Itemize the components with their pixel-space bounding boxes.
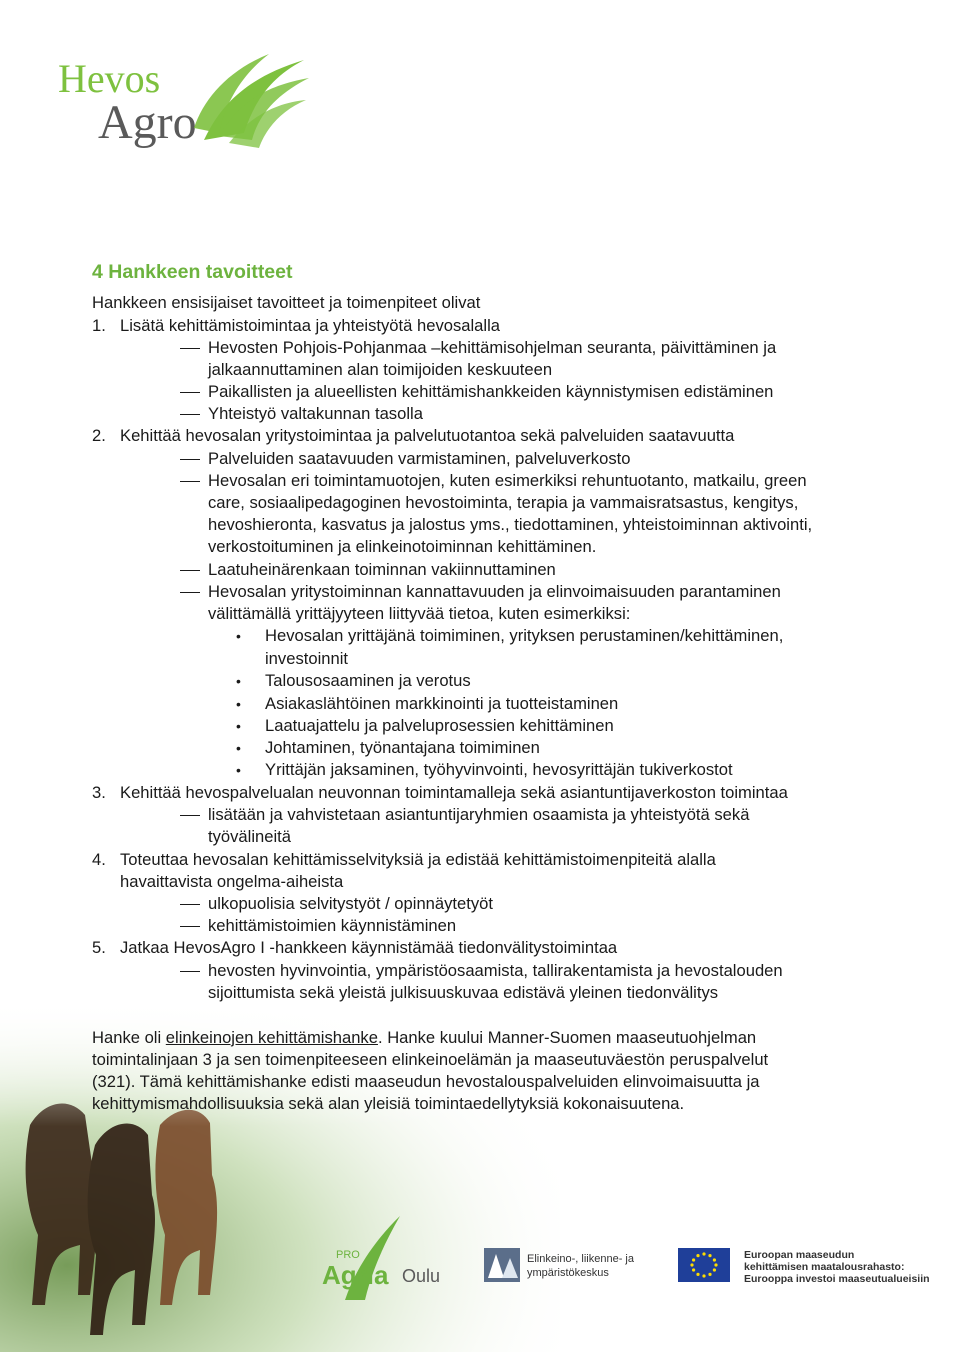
item-4-number: 4. (92, 850, 106, 869)
closing-line: (321). Tämä kehittämishanke edisti maaseudun hevostalouspalveluiden elinvoimaisuutta ja (92, 1072, 760, 1091)
subitem-text: Palveluiden saatavuuden varmistaminen, palveluverkosto (208, 449, 631, 468)
dash-marker (180, 459, 200, 460)
bullet-text: Laatuajattelu ja palveluprosessien kehittäminen (265, 716, 614, 735)
item-2-text: Kehittää hevosalan yritystoimintaa ja palvelutuotantoa sekä palveluiden saatavuutta (120, 426, 735, 445)
subitem-text: Yhteistyö valtakunnan tasolla (208, 404, 423, 423)
eu-line-1: Euroopan maaseudun (744, 1249, 855, 1261)
closing-line: kehittymismahdollisuuksia sekä alan yleisiä toimintaedellytyksiä kokonaisuutena. (92, 1094, 685, 1113)
subitem-text: jalkaannuttaminen alan toimijoiden keskuuteen (208, 360, 553, 379)
subitem-text: Paikallisten ja alueellisten kehittämishankkeiden käynnistymisen edistäminen (208, 382, 774, 401)
bullet-text: investoinnit (265, 649, 349, 668)
intro-text: Hankkeen ensisijaiset tavoitteet ja toimenpiteet olivat (92, 293, 481, 312)
ely-logo (484, 1248, 635, 1282)
bullet-marker: • (236, 762, 241, 778)
bullet-marker: • (236, 673, 241, 689)
dash-marker (180, 815, 200, 816)
bullet-text: Hevosalan yrittäjänä toimiminen, yrityksen perustaminen/kehittäminen, (265, 626, 784, 645)
logo-hevos-text: Hevos (58, 56, 161, 101)
closing-link[interactable]: elinkeinojen kehittämishanke (165, 1028, 378, 1047)
closing-line-1 (92, 1027, 756, 1049)
dash-marker (180, 348, 200, 349)
subitem-text: hevosten hyvinvointia, ympäristöosaamista, tallirakentamista ja hevostalouden (208, 961, 783, 980)
bullet-marker: • (236, 718, 241, 734)
subitem-text: työvälineitä (208, 827, 292, 846)
logo-agro-text: Agro (98, 96, 197, 149)
item-3-number: 3. (92, 783, 106, 802)
subitem-text: Laatuheinärenkaan toiminnan vakiinnuttaminen (208, 560, 556, 579)
item-1-number: 1. (92, 316, 106, 335)
subitem-text: hevoshieronta, kasvatus ja jalostus yms., tiedottaminen, yhteistoiminnan aktivointi, (208, 515, 813, 534)
dash-marker (180, 592, 200, 593)
ely-line-2: ympäristökeskus (527, 1267, 609, 1279)
subitem-text: verkostoituminen ja elinkeinotoiminnan kehittäminen. (208, 537, 597, 556)
bullet-marker: • (236, 628, 241, 644)
subitem-text: sijoittumista sekä yleistä julkisuuskuvaa edistävä yleinen tiedonvälitys (208, 983, 719, 1002)
bullet-text: Yrittäjän jaksaminen, työhyvinvointi, hevosyrittäjän tukiverkostot (265, 760, 733, 779)
subitem-text: Hevosten Pohjois-Pohjanmaa –kehittämisohjelman seuranta, päivittäminen ja (208, 338, 777, 357)
bullet-text: Asiakaslähtöinen markkinointi ja tuotteistaminen (265, 694, 619, 713)
dash-marker (180, 481, 200, 482)
dash-marker (180, 926, 200, 927)
eu-text (744, 1249, 930, 1285)
item-5-text: Jatkaa HevosAgro I -hankkeen käynnistämää tiedonvälitystoimintaa (120, 938, 618, 957)
dash-marker (180, 570, 200, 571)
dash-marker (180, 392, 200, 393)
dash-marker (180, 971, 200, 972)
dash-marker (180, 414, 200, 415)
item-1-text: Lisätä kehittämistoimintaa ja yhteistyötä hevosalalla (120, 316, 501, 335)
subitem-text: Hevosalan yritystoiminnan kannattavuuden ja elinvoimaisuuden parantaminen (208, 582, 781, 601)
eu-line-2: kehittämisen maatalousrahasto: (744, 1261, 905, 1273)
item-3-text: Kehittää hevospalvelualan neuvonnan toimintamalleja sekä asiantuntijaverkoston toimintaa (120, 783, 788, 802)
subitem-text: lisätään ja vahvistetaan asiantuntijaryhmien osaamista ja yhteistyötä sekä (208, 805, 750, 824)
eu-flag-icon (678, 1248, 730, 1282)
subitem-text: ulkopuolisia selvitystyöt / opinnäytetyöt (208, 894, 494, 913)
proagria-logo (322, 1216, 440, 1300)
eu-line-3: Eurooppa investoi maaseutualueisiin (744, 1273, 930, 1285)
closing-line: toimintalinjaan 3 ja sen toimenpiteeseen elinkeinoelämän ja maaseutuväestön peruspalvelut (92, 1050, 769, 1069)
subitem-text: Hevosalan eri toimintamuotojen, kuten esimerkiksi rehuntuotanto, matkailu, green (208, 471, 807, 490)
hevosagro-logo (54, 48, 314, 158)
bullet-text: Talousosaaminen ja verotus (265, 671, 471, 690)
subitem-text: kehittämistoimien käynnistäminen (208, 916, 457, 935)
proagria-pro-text: PRO (336, 1249, 360, 1261)
item-5-number: 5. (92, 938, 106, 957)
closing-pre: Hanke oli (92, 1028, 166, 1047)
bullet-marker: • (236, 740, 241, 756)
proagria-agria-text: Agria (322, 1260, 389, 1290)
bullet-marker: • (236, 696, 241, 712)
bullet-text: Johtaminen, työnantajana toimiminen (265, 738, 540, 757)
section-heading: 4 Hankkeen tavoitteet (92, 261, 293, 283)
ely-line-1: Elinkeino-, liikenne- ja (527, 1253, 634, 1265)
closing-post: . Hanke kuului Manner-Suomen maaseutuohjelman (377, 1028, 757, 1047)
item-2-number: 2. (92, 426, 106, 445)
item-4-text: Toteuttaa hevosalan kehittämisselvityksiä ja edistää kehittämistoimenpiteitä alalla (120, 850, 716, 869)
item-4-text: havaittavista ongelma-aiheista (120, 872, 344, 891)
logo-mane-swoosh (194, 54, 309, 148)
subitem-text: välittämällä yrittäjyyteen liittyvää tietoa, kuten esimerkiksi: (208, 604, 631, 623)
dash-marker (180, 904, 200, 905)
proagria-city-text: Oulu (402, 1266, 441, 1286)
footer-logos (0, 1200, 960, 1352)
subitem-text: care, sosiaalipedagoginen hevostoiminta, terapia ja vammaisratsastus, kengitys, (208, 493, 799, 512)
